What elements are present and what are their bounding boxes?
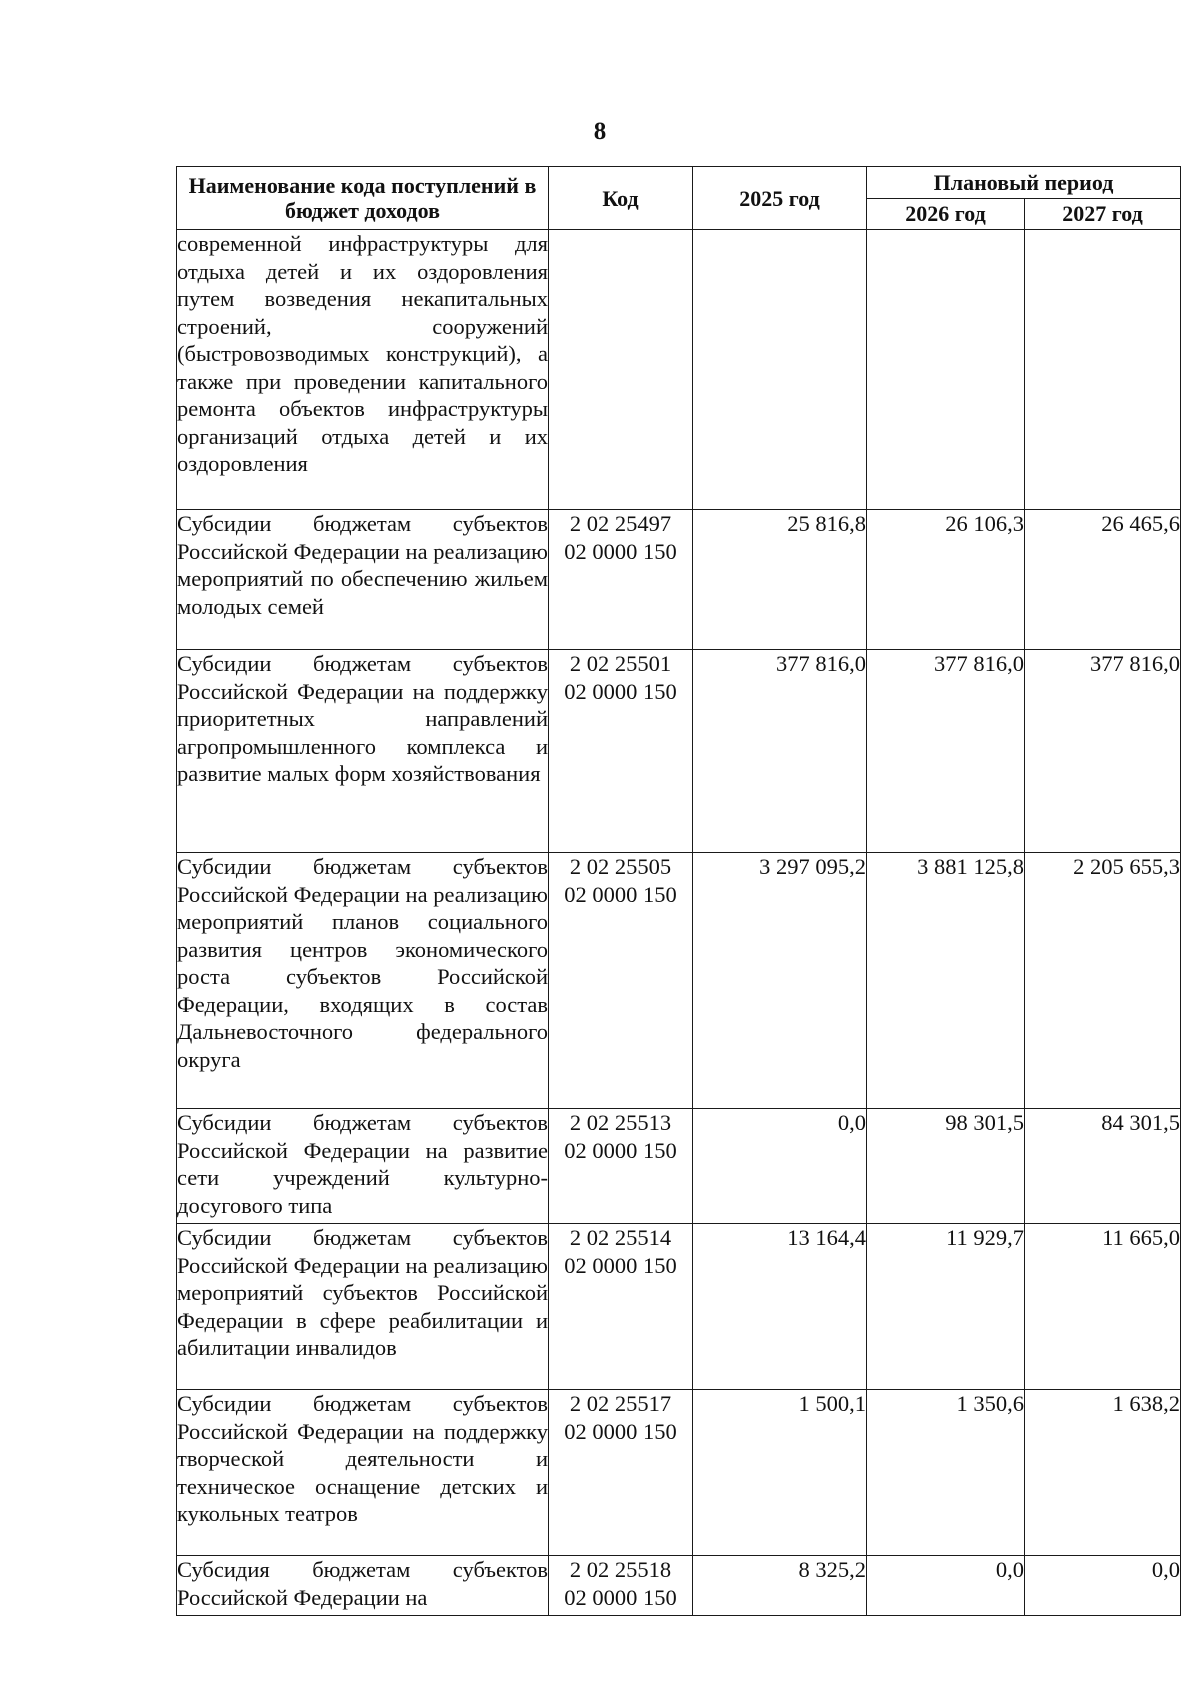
amount-2027: 377 816,0 (1025, 650, 1181, 853)
amount-2027: 2 205 655,3 (1025, 853, 1181, 1109)
revenue-code-part2: 02 0000 150 (564, 539, 677, 564)
revenue-code (549, 510, 693, 650)
table-row (177, 1109, 1181, 1224)
revenue-name: Субсидия бюджетам субъектов Российской Федерации на (177, 1556, 549, 1616)
revenue-code (549, 1224, 693, 1390)
table-row (177, 510, 1181, 650)
amount-2027 (1025, 230, 1181, 510)
revenue-name: современной инфраструктуры для отдыха детей и их оздоровления путем возведения некапитальных строений, сооружений (быстровозводимых конструкций), а также при проведении капитального ремонта объектов инфраструктуры организаций отдыха детей и их оздоровления (177, 230, 549, 510)
revenue-code-part2: 02 0000 150 (564, 1138, 677, 1163)
revenue-code-part2: 02 0000 150 (564, 1585, 677, 1610)
revenue-name: Субсидии бюджетам субъектов Российской Федерации на реализацию мероприятий субъектов Российской Федерации в сфере реабилитации и абилитации инвалидов (177, 1224, 549, 1390)
revenue-code-part2: 02 0000 150 (564, 1253, 677, 1278)
table-row (177, 1390, 1181, 1556)
header-2026: 2026 год (867, 198, 1025, 230)
revenue-code-part2: 02 0000 150 (564, 679, 677, 704)
page-number: 8 (593, 118, 607, 145)
amount-2026: 3 881 125,8 (867, 853, 1025, 1109)
amount-2026 (867, 230, 1025, 510)
amount-2027: 1 638,2 (1025, 1390, 1181, 1556)
revenue-code (549, 650, 693, 853)
amount-2027: 26 465,6 (1025, 510, 1181, 650)
amount-2026: 0,0 (867, 1556, 1025, 1616)
revenue-code-part1: 2 02 25497 (569, 511, 672, 536)
revenue-code-part1: 2 02 25517 (569, 1391, 672, 1416)
revenue-code-part1: 2 02 25513 (569, 1110, 672, 1135)
revenue-name: Субсидии бюджетам субъектов Российской Федерации на поддержку приоритетных направлений агропромышленного комплекса и развитие малых форм хозяйствования (177, 650, 549, 853)
revenue-code-part1: 2 02 25505 (569, 854, 672, 879)
table-row (177, 230, 1181, 510)
amount-2025: 3 297 095,2 (693, 853, 867, 1109)
header-name: Наименование кода поступлений в бюджет доходов (177, 167, 549, 230)
revenue-code (549, 1390, 693, 1556)
amount-2026: 11 929,7 (867, 1224, 1025, 1390)
revenue-code-part2: 02 0000 150 (564, 1419, 677, 1444)
revenue-name: Субсидии бюджетам субъектов Российской Федерации на реализацию мероприятий планов социального развития центров экономического роста субъектов Российской Федерации, входящих в состав Дальневосточного федерального округа (177, 853, 549, 1109)
revenue-code (549, 853, 693, 1109)
amount-2025: 1 500,1 (693, 1390, 867, 1556)
amount-2026: 26 106,3 (867, 510, 1025, 650)
amount-2027: 0,0 (1025, 1556, 1181, 1616)
revenue-code-part1: 2 02 25501 (569, 651, 672, 676)
revenue-code-part1: 2 02 25518 (569, 1557, 672, 1582)
revenue-name: Субсидии бюджетам субъектов Российской Федерации на реализацию мероприятий по обеспечению жильем молодых семей (177, 510, 549, 650)
amount-2025: 25 816,8 (693, 510, 867, 650)
amount-2027: 84 301,5 (1025, 1109, 1181, 1224)
amount-2025: 8 325,2 (693, 1556, 867, 1616)
header-2027: 2027 год (1025, 198, 1181, 230)
revenue-name: Субсидии бюджетам субъектов Российской Федерации на развитие сети учреждений культурно-досугового типа (177, 1109, 549, 1224)
amount-2025: 0,0 (693, 1109, 867, 1224)
amount-2025 (693, 230, 867, 510)
amount-2025: 377 816,0 (693, 650, 867, 853)
amount-2026: 98 301,5 (867, 1109, 1025, 1224)
amount-2026: 1 350,6 (867, 1390, 1025, 1556)
table-row (177, 1556, 1181, 1616)
revenue-code-part2: 02 0000 150 (564, 882, 677, 907)
header-code: Код (549, 167, 693, 230)
table-row (177, 853, 1181, 1109)
budget-revenue-table (176, 166, 1181, 1616)
amount-2027: 11 665,0 (1025, 1224, 1181, 1390)
header-2025: 2025 год (693, 167, 867, 230)
revenue-code-part1: 2 02 25514 (569, 1225, 672, 1250)
table-row (177, 1224, 1181, 1390)
revenue-code (549, 1556, 693, 1616)
amount-2026: 377 816,0 (867, 650, 1025, 853)
revenue-name: Субсидии бюджетам субъектов Российской Федерации на поддержку творческой деятельности и техническое оснащение детских и кукольных театров (177, 1390, 549, 1556)
amount-2025: 13 164,4 (693, 1224, 867, 1390)
revenue-code (549, 230, 693, 510)
table-row (177, 650, 1181, 853)
revenue-code (549, 1109, 693, 1224)
header-planned-period: Плановый период (867, 167, 1181, 199)
